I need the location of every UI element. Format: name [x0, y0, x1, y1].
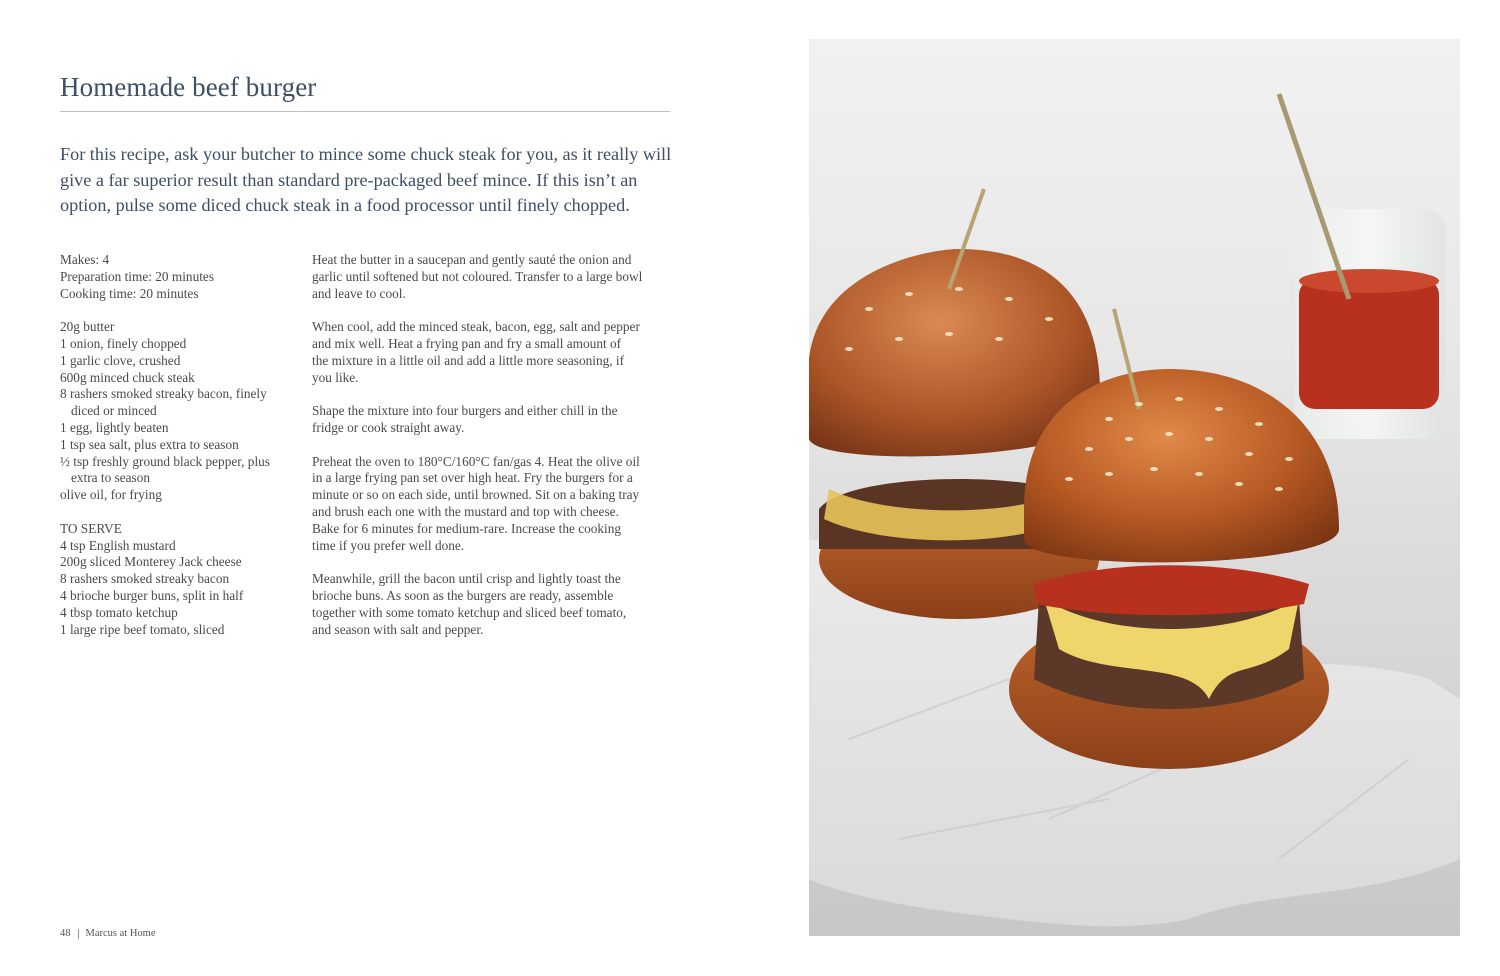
method-line: Bake for 6 minutes for medium-rare. Increase the cooking — [312, 520, 622, 536]
ingredient-item: 1 onion, finely chopped — [60, 335, 187, 351]
method-line: and leave to cool. — [312, 285, 406, 301]
to-serve-heading: TO SERVE — [60, 520, 122, 536]
ingredient-item: 20g butter — [60, 319, 115, 335]
method-step-2 — [312, 319, 672, 386]
serve-item: 8 rashers smoked streaky bacon — [60, 571, 230, 587]
method-step-1 — [312, 252, 672, 302]
book-title: Marcus at Home — [85, 928, 156, 939]
method-line: Heat the butter in a saucepan and gently sauté the onion and — [312, 252, 632, 267]
ingredient-item: ½ tsp freshly ground black pepper, plus — [60, 453, 270, 469]
serve-item: 4 brioche burger buns, split in half — [60, 587, 244, 603]
recipe-intro: For this recipe, ask your butcher to mince some chuck steak for you, as it really will give a far superior result than standard pre-packaged beef mince. If this isn’t an option, pulse some diced chuck steak in a food processor until finely chopped. — [60, 144, 672, 215]
method-line: garlic until softened but not coloured. Transfer to a large bowl — [312, 268, 643, 284]
serve-item: 200g sliced Monterey Jack cheese — [60, 554, 242, 570]
cook-time: Cooking time: 20 minutes — [60, 285, 199, 301]
page-number: 48 — [60, 928, 71, 939]
method-line: in a large frying pan set over high heat. Fry the burgers for a — [312, 470, 633, 486]
footer-divider — [78, 929, 79, 939]
method-line: Meanwhile, grill the bacon until crisp and lightly toast the — [312, 571, 621, 587]
serve-item: 4 tsp English mustard — [60, 537, 176, 553]
method-line: brioche buns. As soon as the burgers are ready, assemble — [312, 587, 614, 603]
ingredient-item-continued: diced or minced — [71, 403, 157, 419]
burger-illustration — [809, 39, 1460, 936]
ingredient-item: 1 egg, lightly beaten — [60, 419, 169, 435]
ingredient-item: 600g minced chuck steak — [60, 369, 195, 385]
ingredient-item: olive oil, for frying — [60, 487, 162, 503]
method-step-5 — [312, 571, 672, 638]
method-line: When cool, add the minced steak, bacon, egg, salt and pepper — [312, 319, 640, 335]
method-line: you like. — [312, 369, 359, 385]
method-line: Shape the mixture into four burgers and either chill in the — [312, 403, 618, 419]
ingredients-column — [60, 252, 300, 638]
ingredient-item: 1 garlic clove, crushed — [60, 352, 181, 368]
method-step-4 — [312, 454, 672, 555]
ingredient-item: 8 rashers smoked streaky bacon, finely — [60, 386, 267, 402]
ingredient-item: 1 tsp sea salt, plus extra to season — [60, 436, 239, 452]
method-line: and season with salt and pepper. — [312, 621, 484, 637]
burger-photo — [809, 39, 1460, 936]
page-footer — [60, 928, 155, 939]
method-line: and mix well. Heat a frying pan and fry a small amount of — [312, 335, 622, 351]
method-line: and brush each one with the mustard and top with cheese. — [312, 503, 619, 519]
method-line: time if you prefer well done. — [312, 537, 465, 553]
method-line: the mixture in a little oil and add a little more seasoning, if — [312, 352, 625, 368]
method-step-3 — [312, 403, 672, 437]
makes-info: Makes: 4 — [60, 252, 110, 267]
ingredient-item-continued: extra to season — [71, 470, 151, 486]
method-line: fridge or cook straight away. — [312, 419, 465, 435]
serve-item: 4 tbsp tomato ketchup — [60, 604, 178, 620]
serve-item: 1 large ripe beef tomato, sliced — [60, 621, 225, 637]
method-column — [312, 252, 672, 655]
method-line: Preheat the oven to 180°C/160°C fan/gas 4. Heat the olive oil — [312, 453, 640, 469]
method-line: minute or so on each side, until browned. Sit on a baking tray — [312, 487, 640, 503]
recipe-title: Homemade beef burger — [60, 72, 670, 112]
method-line: together with some tomato ketchup and sliced beef tomato, — [312, 604, 627, 620]
prep-time: Preparation time: 20 minutes — [60, 268, 214, 284]
